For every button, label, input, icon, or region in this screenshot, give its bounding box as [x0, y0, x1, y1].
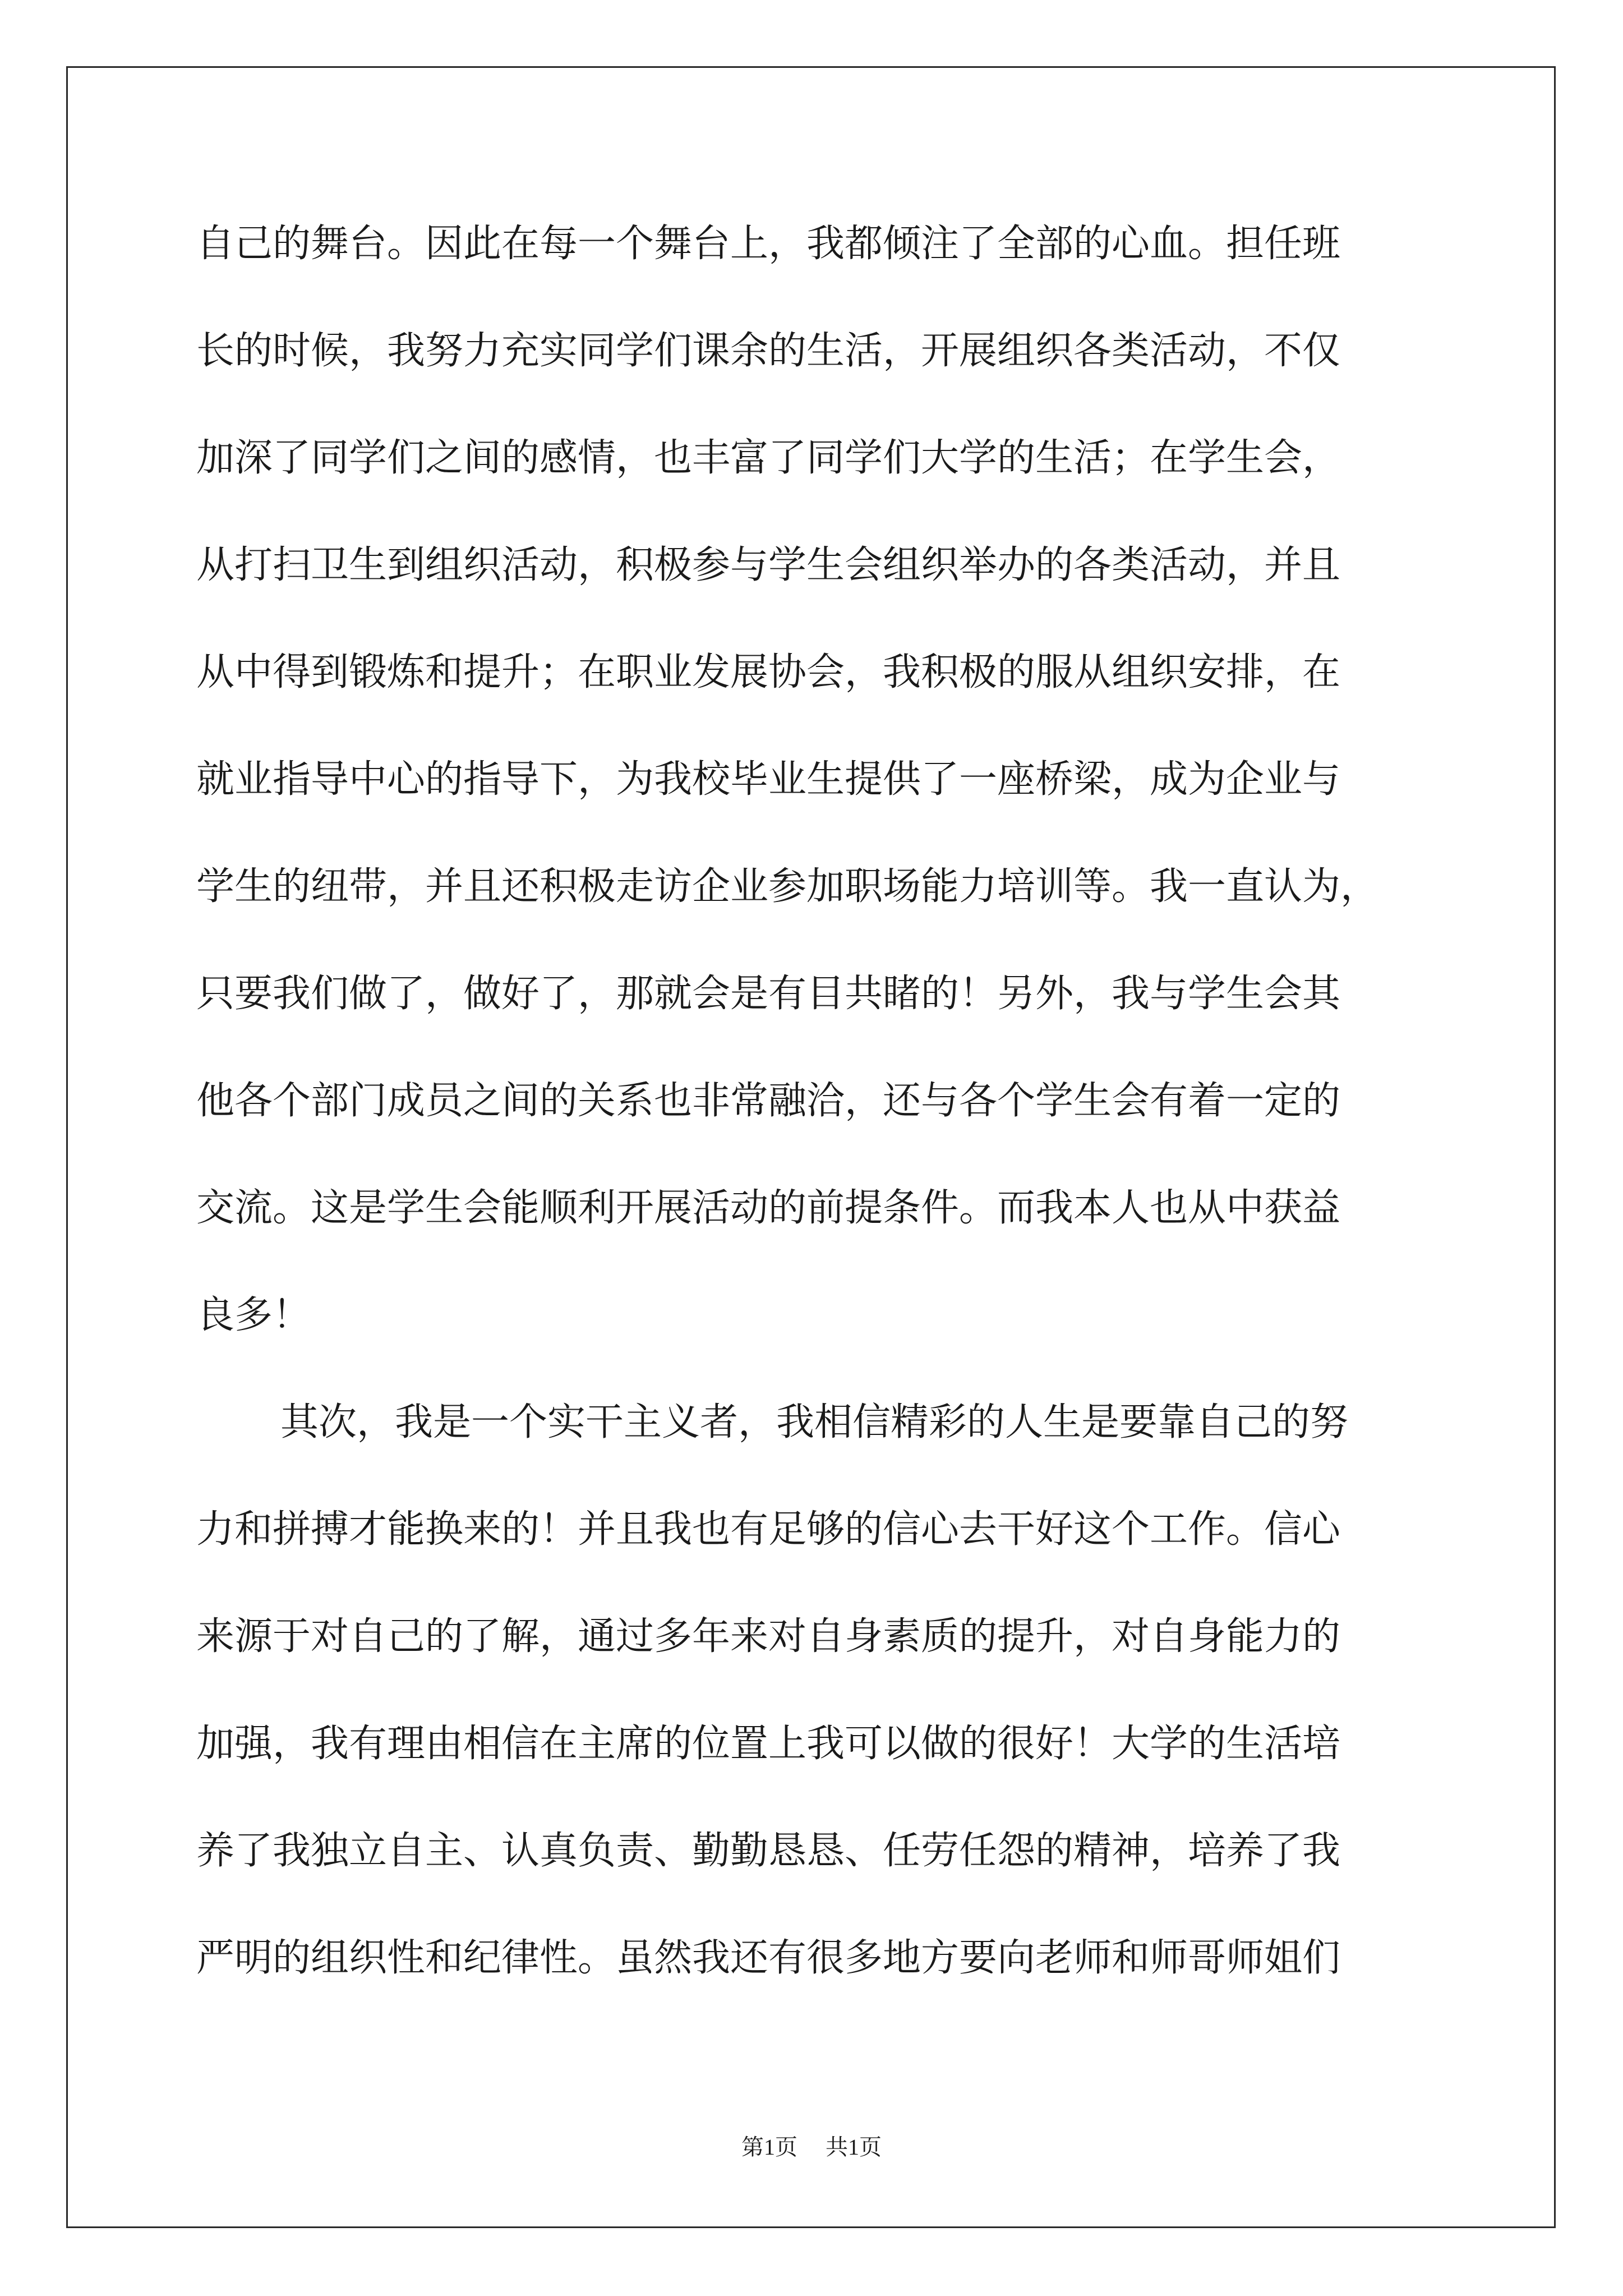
page-footer: [0, 2131, 1623, 2164]
paragraph-first-line: 其次，我是一个实干主义者，我相信精彩的人生是要靠自己的努: [280, 1400, 1349, 1444]
text-line: 良多！: [196, 1293, 311, 1337]
text-line: 从中得到锻炼和提升；在职业发展协会，我积极的服从组织安排，在: [196, 650, 1341, 694]
text-line: 学生的纽带，并且还积极走访企业参加职场能力培训等。我一直认为，: [196, 864, 1379, 909]
text-line: 长的时候，我努力充实同学们课余的生活，开展组织各类活动，不仅: [196, 329, 1341, 373]
document-body: [196, 208, 1458, 2029]
text-line: 就业指导中心的指导下，为我校毕业生提供了一座桥梁，成为企业与: [196, 757, 1341, 802]
text-line: 来源于对自己的了解，通过多年来对自身素质的提升，对自身能力的: [196, 1614, 1341, 1659]
page-number-total: 共1页: [826, 2134, 882, 2160]
text-line: 严明的组织性和纪律性。虽然我还有很多地方要向老师和师哥师姐们: [196, 1936, 1341, 1980]
text-line: 力和拼搏才能换来的！并且我也有足够的信心去干好这个工作。信心: [196, 1507, 1341, 1552]
text-line: 他各个部门成员之间的关系也非常融洽，还与各个学生会有着一定的: [196, 1079, 1341, 1123]
text-line: 加强，我有理由相信在主席的位置上我可以做的很好！大学的生活培: [196, 1722, 1341, 1766]
text-line: 养了我独立自主、认真负责、勤勤恳恳、任劳任怨的精神，培养了我: [196, 1829, 1341, 1873]
text-line: 从打扫卫生到组织活动，积极参与学生会组织举办的各类活动，并且: [196, 543, 1341, 587]
page-number-current: 第1页: [741, 2134, 797, 2160]
text-line: 加深了同学们之间的感情，也丰富了同学们大学的生活；在学生会，: [196, 436, 1341, 480]
text-line: 自己的舞台。因此在每一个舞台上，我都倾注了全部的心血。担任班: [196, 222, 1341, 266]
text-line: 只要我们做了，做好了，那就会是有目共睹的！另外，我与学生会其: [196, 972, 1341, 1016]
text-line: 交流。这是学生会能顺利开展活动的前提条件。而我本人也从中获益: [196, 1186, 1341, 1230]
